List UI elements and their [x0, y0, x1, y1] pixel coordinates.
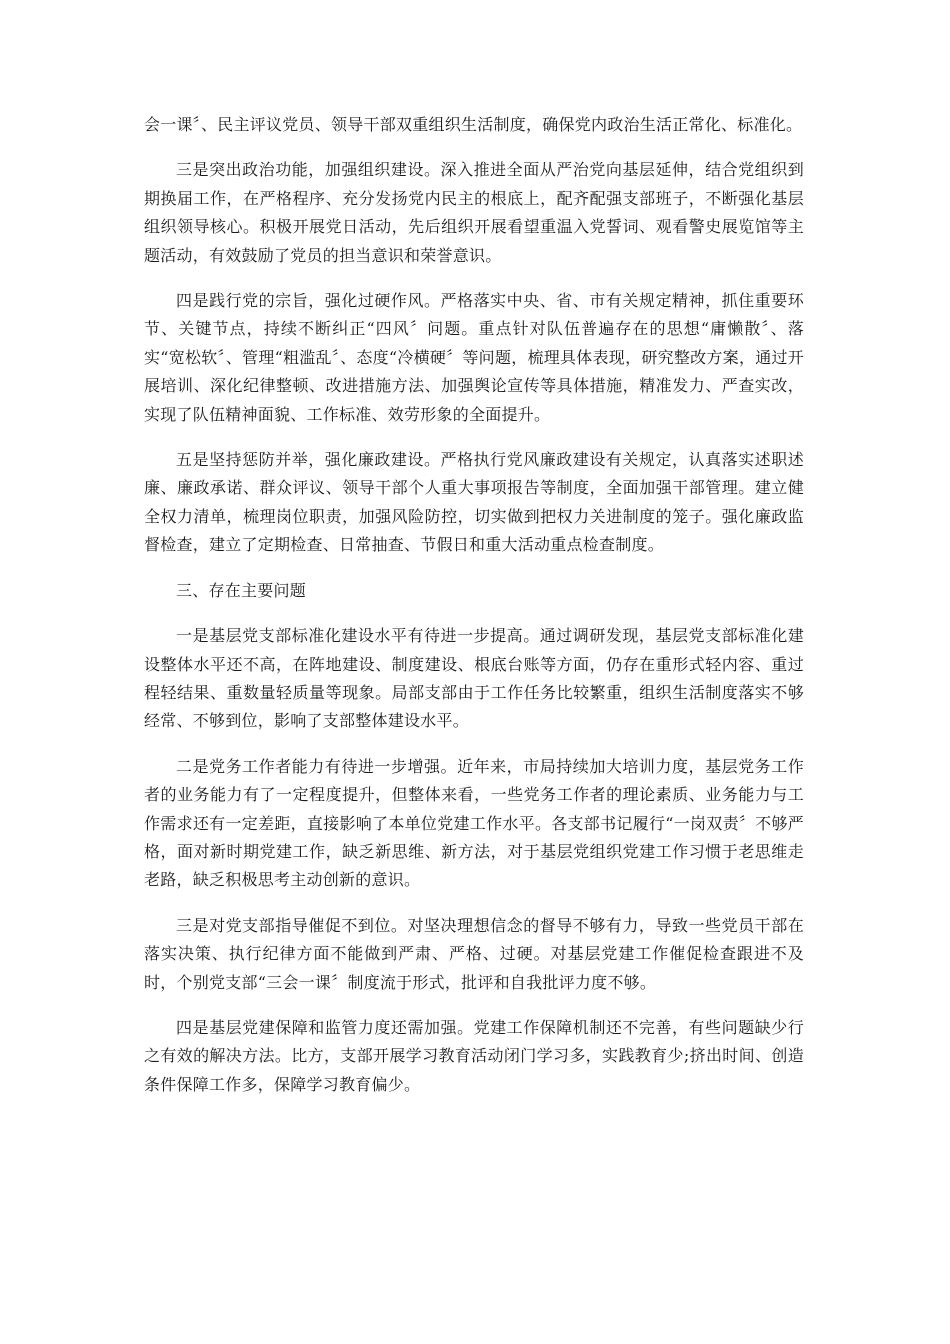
paragraph-organization-building: 三是突出政治功能，加强组织建设。深入推进全面从严治党向基层延伸，结合党组织到期换届工作，在严格程序、充分发扬党内民主的根底上，配齐配强支部班子，不断强化基层组织领导核心。积极开展党日活动，先后组织开展看望重温入党誓词、观看警史展览馆等主题活动，有效鼓励了党员的担当意识和荣誉意识。 [144, 160, 804, 265]
paragraph-work-style: 四是践行党的宗旨，强化过硬作风。严格落实中央、省、市有关规定精神，抓住重要环节、关键节点，持续不断纠正“四风〞问题。重点针对队伍普遍存在的思想“庸懒散〞、落实“宽松软〞、管理“粗滥乱〞、态度“冷横硬〞等问题，梳理具体表现，研究整改方案，通过开展培训、深化纪律整顿、改进措施方法、加强舆论宣传等具体措施，精准发力、严查实改，实现了队伍精神面貌、工作标准、效劳形象的全面提升。 [144, 291, 804, 424]
paragraph-problem-4: 四是基层党建保障和监管力度还需加强。党建工作保障机制还不完善，有些问题缺少行之有效的解决方法。比方，支部开展学习教育活动闭门学习多，实践教育少;挤出时间、创造条件保障工作多，保障学习教育偏少。 [144, 1017, 804, 1094]
paragraph-problem-1: 一是基层党支部标准化建设水平有待进一步提高。通过调研发现，基层党支部标准化建设整体水平还不高，在阵地建设、制度建设、根底台账等方面，仍存在重形式轻内容、重过程轻结果、重数量轻质量等现象。局部支部由于工作任务比较繁重，组织生活制度落实不够经常、不够到位，影响了支部整体建设水平。 [144, 626, 804, 731]
paragraph-continuation: 会一课〞、民主评议党员、领导干部双重组织生活制度，确保党内政治生活正常化、标准化。 [144, 115, 803, 134]
document-page [144, 111, 804, 1116]
paragraph-problem-3: 三是对党支部指导催促不到位。对坚决理想信念的督导不够有力，导致一些党员干部在落实决策、执行纪律方面不能做到严肃、严格、过硬。对基层党建工作催促检查跟进不及时，个别党支部“三会一课〞制度流于形式，批评和自我批评力度不够。 [144, 915, 804, 992]
section-heading: 三、存在主要问题 [176, 580, 307, 600]
paragraph-integrity-building: 五是坚持惩防并举，强化廉政建设。严格执行党风廉政建设有关规定，认真落实述职述廉、廉政承诺、群众评议、领导干部个人重大事项报告等制度，全面加强干部管理。建立健全权力清单，梳理岗位职责，加强风险防控，切实做到把权力关进制度的笼子。强化廉政监督检查，建立了定期检查、日常抽查、节假日和重大活动重点检查制度。 [144, 450, 804, 555]
paragraph-problem-2: 二是党务工作者能力有待进一步增强。近年来，市局持续加大培训力度，基层党务工作者的业务能力有了一定程度提升，但整体来看，一些党务工作者的理论素质、业务能力与工作需求还有一定差距，直接影响了本单位党建工作水平。各支部书记履行“一岗双责〞不够严格，面对新时期党建工作，缺乏新思维、新方法，对于基层党组织党建工作习惯于老思维走老路，缺乏积极思考主动创新的意识。 [144, 756, 804, 890]
